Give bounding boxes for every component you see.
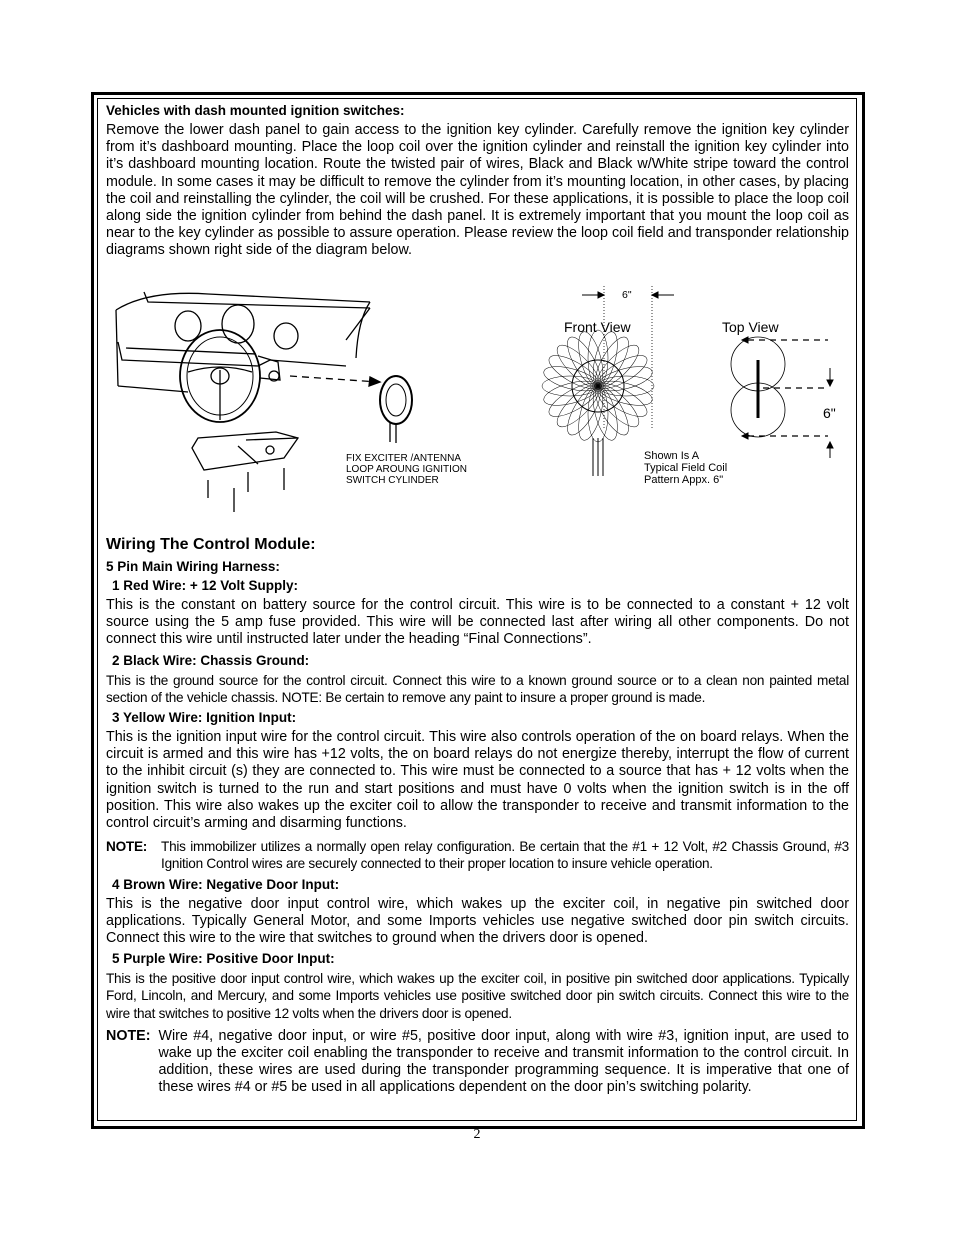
wire-2-body: This is the ground source for the control circuit. Connect this wire to a known ground source or to a clean non painted metal section of the vehicle chassis. NOTE: Be certain to remove any paint to insure a proper ground is made. xyxy=(106,672,849,705)
top-view-coil xyxy=(731,337,833,458)
field-note-line-1: Shown Is A xyxy=(644,450,700,462)
wire-3-body: This is the ignition input wire for the control circuit. This wire also controls operation of the on board relays. When the circuit is armed and this wire has +12 volts, the on board relays do not energize thereby, interrupt the flow of current to the inhibit circuit (s) they are connected to. This wire must be connected to a source that has + 12 volts when the ignition switch is turned to the run and start positions and must have 0 volts when the ignition switch is in the off position. This wire also wakes up the exciter coil to allow the transponder to receive and transmit information to the control circuit’s arming and disarming functions. xyxy=(106,729,849,832)
note-door-body: Wire #4, negative door input, or wire #5, positive door input, along with wire #3, ignition input, are used to wake up the exciter coil enabling the transponder to receive and transmit information to the control circuit. In addition, these wires are used during the transponder programming sequence. It is imperative that one of these wires #4 or #5 be used in all applications dependent on the door pin’s switching polarity. xyxy=(158,1027,849,1096)
wire-1-heading: 1 Red Wire: + 12 Volt Supply: xyxy=(112,578,299,593)
fix-label-line-1: FIX EXCITER /ANTENNA xyxy=(346,453,462,464)
wire-5-body: This is the positive door input control wire, which wakes up the exciter coil, in positive pin switched door applications. Typically Ford, Lincoln, and Mercury, and some Imports vehicles use positive switched door pin switch circuits. Connect this wire to the wire that switches to positive 12 volts when the drivers door is opened. xyxy=(106,971,849,1021)
fix-label xyxy=(346,453,467,486)
field-pattern-note xyxy=(644,450,727,486)
wire-3-heading: 3 Yellow Wire: Ignition Input: xyxy=(112,710,297,726)
field-note-line-2: Typical Field Coil xyxy=(644,462,728,474)
front-view-label: Front View xyxy=(564,319,631,335)
note-relay-body: This immobilizer utilizes a normally open relay configuration. Be certain that the #1 + 12 Volt, #2 Chassis Ground, #3 Ignition Control wires are securely connected to their proper location to insure vehicle operation. xyxy=(161,839,849,872)
note-relay-label: NOTE: xyxy=(106,839,148,855)
note-door-label: NOTE: xyxy=(106,1027,151,1044)
wire-5-heading: 5 Purple Wire: Positive Door Input: xyxy=(112,951,335,967)
field-note-line-3: Pattern Appx. 6" xyxy=(644,474,724,486)
wire-4-body: This is the negative door input control wire, which wakes up the exciter coil, in negative pin switched door applications. Typically General Motor, and some Imports vehicles use negative switched door pin switch circuits. Connect this wire to the wire that switches to ground when the drivers door is opened. xyxy=(106,895,849,947)
note-relay xyxy=(106,838,849,872)
field-pattern-rosette xyxy=(541,329,654,476)
wire-1-body: This is the constant on battery source for the control circuit. This wire is to be connected to a constant + 12 volt source using the 5 amp fuse provided. This wire will be connected last after wiring all other components. Do not connect this wire until instructed later under the heading “Final Connections”. xyxy=(106,597,849,648)
wiring-title: Wiring The Control Module: xyxy=(106,536,316,553)
note-door-input xyxy=(106,1028,849,1097)
intro-heading: Vehicles with dash mounted ignition switches: xyxy=(106,103,405,118)
wiring-section xyxy=(106,536,849,1097)
wire-4-heading: 4 Brown Wire: Negative Door Input: xyxy=(112,876,340,892)
installation-diagram xyxy=(108,280,853,520)
top-dimension-label: 6" xyxy=(622,289,632,301)
intro-paragraph: Remove the lower dash panel to gain access to the ignition key cylinder. Carefully remove the ignition key cylinder from it’s dashboard mounting. Place the loop coil over the ignition cylinder and reinstall the ignition key cylinder into it’s dashboard mounting location. Route the twisted pair of wires, Black and Black w/White stripe toward the control module. In some cases it may be difficult to remove the cylinder from it’s mounting location, in other cases, by placing the coil and reinstalling the cylinder, the coil will be crushed. For these applications, it is possible to place the loop coil along side the ignition cylinder from behind the dash panel. It is extremely important that you mount the loop coil as near to the key cylinder as possible to assure operation. Please review the loop coil field and transponder relationship diagrams shown right side of the diagram below. xyxy=(106,122,849,259)
intro-section xyxy=(106,103,849,260)
side-dimension-label: 6" xyxy=(823,405,836,421)
wire-2-heading: 2 Black Wire: Chassis Ground: xyxy=(112,652,310,668)
fix-label-line-2: LOOP AROUNG IGNITION xyxy=(346,464,467,475)
page-number: 2 xyxy=(473,1127,481,1142)
harness-heading: 5 Pin Main Wiring Harness: xyxy=(106,559,280,574)
top-view-label: Top View xyxy=(722,319,779,335)
fix-label-line-3: SWITCH CYLINDER xyxy=(346,475,439,486)
